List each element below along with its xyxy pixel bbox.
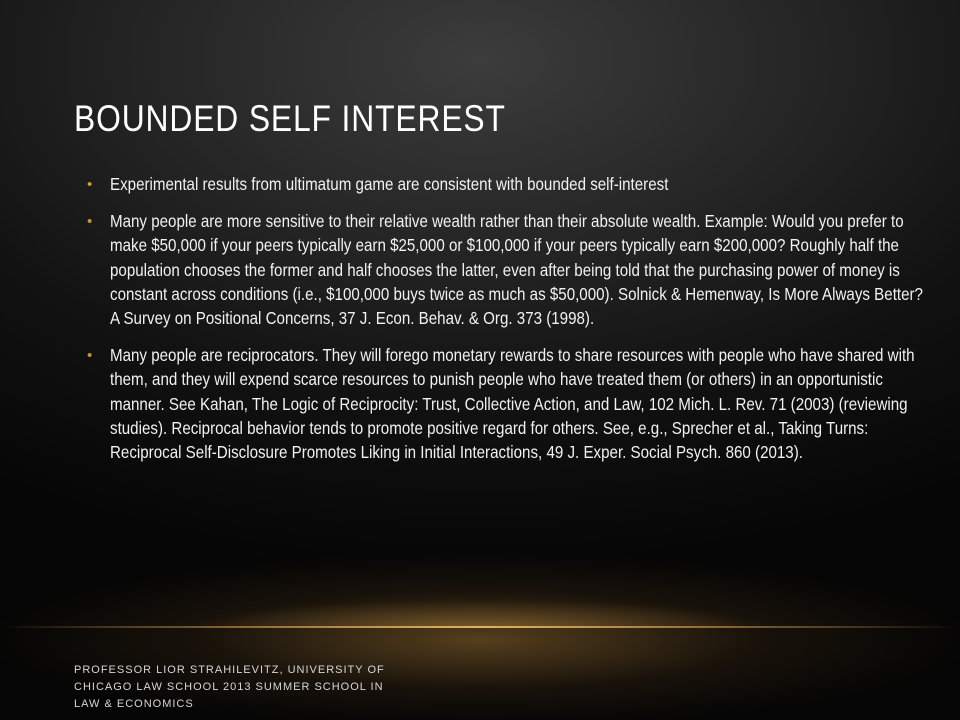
bullet-dot-icon: • bbox=[87, 213, 93, 231]
bullet-item-reciprocators bbox=[87, 343, 950, 464]
slide-footer: PROFESSOR LIOR STRAHILEVITZ, UNIVERSITY OF CHICAGO LAW SCHOOL 2013 SUMMER SCHOOL IN LAW & ECONOMICS bbox=[74, 664, 385, 710]
divider-line bbox=[0, 626, 960, 628]
bullet-text: Many people are reciprocators. They will forego monetary rewards to share resources with people who have shared with them, and they will expend scarce resources to punish people who have treated them (or others) in an opportunistic manner. See Kahan, The Logic of Reciprocity: Trust, Collective Action, and Law, 102 Mich. L. Rev. 71 (2003) (reviewing studies). Reciprocal behavior tends to promote positive regard for others. See, e.g., Sprecher et al., Taking Turns: Reciprocal Self-Disclosure Promotes Liking in Initial Interactions, 49 J. Exper. Social Psych. 860 (2013). bbox=[110, 345, 915, 463]
bullet-text: Many people are more sensitive to their relative wealth rather than their absolute wealth. Example: Would you prefer to make $50,000 if your peers typically earn $25,000 or $100,000 if your peers typically earn $200,000? Roughly half the population chooses the former and half chooses the latter, even after being told that the purchasing power of money is constant across conditions (i.e., $100,000 buys twice as much as $50,000). Solnick & Hemenway, Is More Always Better? A Survey on Positional Concerns, 37 J. Econ. Behav. & Org. 373 (1998). bbox=[110, 211, 923, 329]
bullet-dot-icon: • bbox=[87, 176, 93, 193]
bullet-item-ultimatum bbox=[87, 172, 950, 196]
slide-title: BOUNDED SELF INTEREST bbox=[74, 98, 506, 139]
bullet-text: Experimental results from ultimatum game are consistent with bounded self-interest bbox=[110, 174, 669, 194]
bullet-dot-icon: • bbox=[87, 347, 93, 365]
bullet-list bbox=[87, 172, 950, 477]
divider-glow bbox=[180, 600, 780, 628]
bullet-item-relative-wealth bbox=[87, 209, 950, 330]
